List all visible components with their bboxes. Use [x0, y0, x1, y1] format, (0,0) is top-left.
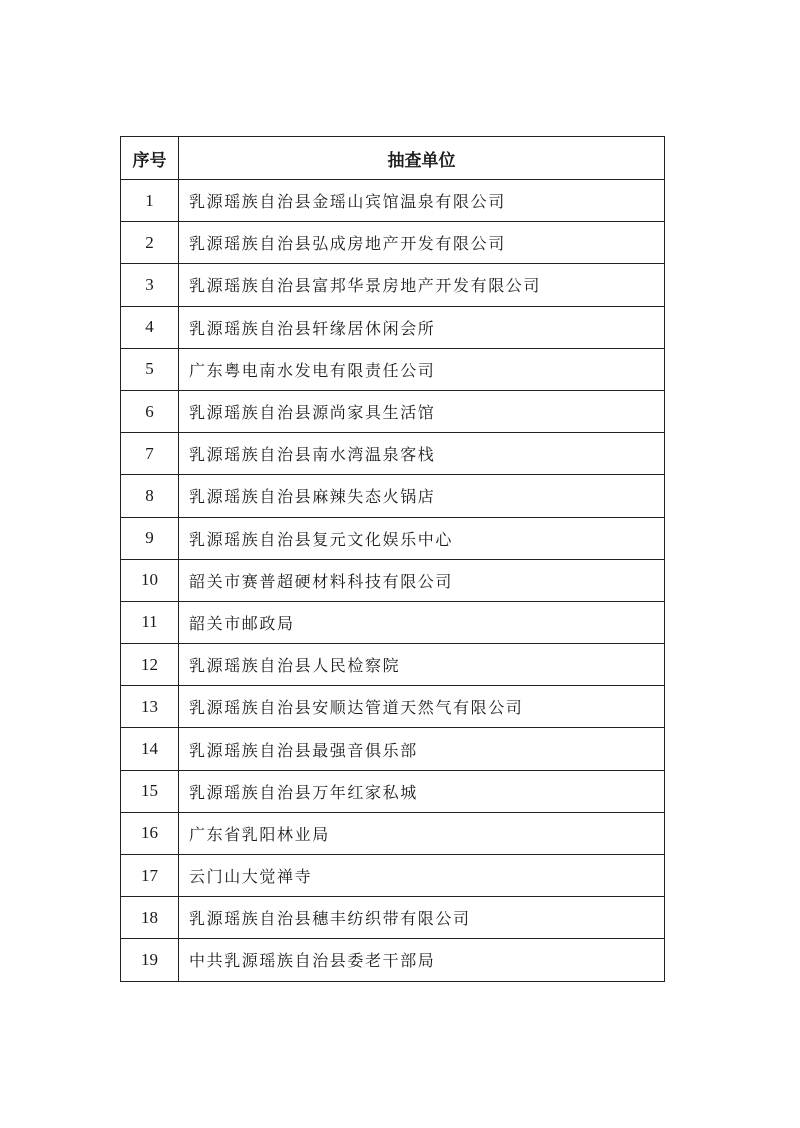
table-header-row	[121, 137, 665, 180]
header-serial-number: 序号	[121, 137, 179, 180]
row-unit-name: 乳源瑶族自治县穗丰纺织带有限公司	[179, 897, 665, 939]
table-row	[121, 855, 665, 897]
table-row	[121, 475, 665, 517]
row-unit-name: 乳源瑶族自治县麻辣失态火锅店	[179, 475, 665, 517]
row-number: 4	[121, 306, 179, 348]
table-row	[121, 728, 665, 770]
table-row	[121, 517, 665, 559]
table-row	[121, 686, 665, 728]
row-unit-name: 乳源瑶族自治县富邦华景房地产开发有限公司	[179, 264, 665, 306]
row-unit-name: 乳源瑶族自治县复元文化娱乐中心	[179, 517, 665, 559]
row-number: 6	[121, 390, 179, 432]
table-row	[121, 601, 665, 643]
row-number: 8	[121, 475, 179, 517]
row-number: 15	[121, 770, 179, 812]
table-row	[121, 348, 665, 390]
table-row	[121, 770, 665, 812]
row-unit-name: 乳源瑶族自治县金瑶山宾馆温泉有限公司	[179, 180, 665, 222]
row-unit-name: 韶关市邮政局	[179, 601, 665, 643]
row-number: 14	[121, 728, 179, 770]
row-unit-name: 乳源瑶族自治县最强音俱乐部	[179, 728, 665, 770]
row-number: 10	[121, 559, 179, 601]
header-inspected-unit: 抽查单位	[179, 137, 665, 180]
row-unit-name: 乳源瑶族自治县万年红家私城	[179, 770, 665, 812]
table-row	[121, 559, 665, 601]
table-row	[121, 644, 665, 686]
table-row	[121, 222, 665, 264]
row-number: 1	[121, 180, 179, 222]
table-row	[121, 264, 665, 306]
row-number: 19	[121, 939, 179, 981]
row-unit-name: 中共乳源瑶族自治县委老干部局	[179, 939, 665, 981]
row-number: 18	[121, 897, 179, 939]
row-unit-name: 韶关市赛普超硬材料科技有限公司	[179, 559, 665, 601]
row-number: 7	[121, 433, 179, 475]
row-number: 17	[121, 855, 179, 897]
row-number: 5	[121, 348, 179, 390]
row-number: 13	[121, 686, 179, 728]
row-unit-name: 乳源瑶族自治县弘成房地产开发有限公司	[179, 222, 665, 264]
row-unit-name: 广东粤电南水发电有限责任公司	[179, 348, 665, 390]
inspection-units-table	[120, 136, 665, 982]
row-unit-name: 乳源瑶族自治县轩缘居休闲会所	[179, 306, 665, 348]
row-unit-name: 乳源瑶族自治县安顺达管道天然气有限公司	[179, 686, 665, 728]
row-number: 3	[121, 264, 179, 306]
row-unit-name: 广东省乳阳林业局	[179, 812, 665, 854]
table-row	[121, 433, 665, 475]
table-row	[121, 897, 665, 939]
row-unit-name: 乳源瑶族自治县源尚家具生活馆	[179, 390, 665, 432]
table-row	[121, 812, 665, 854]
row-number: 9	[121, 517, 179, 559]
row-unit-name: 云门山大觉禅寺	[179, 855, 665, 897]
row-number: 2	[121, 222, 179, 264]
row-number: 12	[121, 644, 179, 686]
row-number: 16	[121, 812, 179, 854]
row-number: 11	[121, 601, 179, 643]
table-row	[121, 306, 665, 348]
table-row	[121, 390, 665, 432]
row-unit-name: 乳源瑶族自治县人民检察院	[179, 644, 665, 686]
table-row	[121, 939, 665, 981]
table-row	[121, 180, 665, 222]
row-unit-name: 乳源瑶族自治县南水湾温泉客栈	[179, 433, 665, 475]
